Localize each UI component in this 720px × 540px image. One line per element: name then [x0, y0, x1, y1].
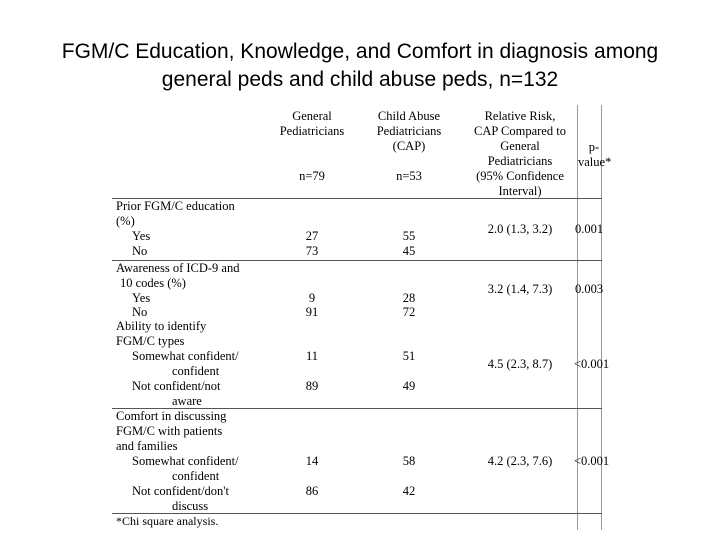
cell-general: 89: [305, 379, 319, 393]
cell-general: 14: [305, 454, 319, 468]
cell-relative-risk: 4.5 (2.3, 8.7): [487, 357, 553, 371]
cell-relative-risk: 3.2 (1.4, 7.3): [487, 282, 553, 296]
row-label: No: [132, 305, 148, 319]
footnote: *Chi square analysis.: [116, 514, 219, 528]
header-general: General Pediatricians: [279, 109, 345, 138]
section-label: Awareness of ICD-9 and 10 codes (%): [116, 261, 240, 290]
slide-title: [0, 38, 720, 94]
n-general: n=79: [299, 169, 325, 183]
section-label: Comfort in discussing FGM/C with patients and families: [116, 409, 227, 453]
cell-cap: 58: [402, 454, 416, 468]
cell-cap: 51: [402, 349, 416, 363]
header-relative-risk: Relative Risk, CAP Compared to General Pediatricians (95% Confidence Interval): [474, 109, 566, 198]
slide-title-line-1: FGM/C Education, Knowledge, and Comfort in diagnosis among: [61, 40, 659, 63]
row-label: Not confident/don't discuss: [132, 484, 230, 513]
cell-cap: 28: [402, 291, 416, 305]
cell-relative-risk: 4.2 (2.3, 7.6): [487, 454, 553, 468]
section-label: Prior FGM/C education (%): [116, 199, 235, 228]
cell-p-value: 0.003: [574, 282, 604, 296]
cell-cap: 42: [402, 484, 416, 498]
cell-general: 86: [305, 484, 319, 498]
row-label: Yes: [132, 291, 151, 305]
section-label: Ability to identify FGM/C types: [116, 319, 207, 348]
row-label: Not confident/not aware: [132, 379, 221, 408]
cell-cap: 72: [402, 305, 416, 319]
row-label: Yes: [132, 229, 151, 243]
cell-general: 27: [305, 229, 319, 243]
cell-cap: 55: [402, 229, 416, 243]
cell-general: 73: [305, 244, 319, 258]
row-label: Somewhat confident/ confident: [132, 349, 239, 378]
cell-general: 91: [305, 305, 319, 319]
header-cap: Child Abuse Pediatricians (CAP): [376, 109, 442, 153]
cell-relative-risk: 2.0 (1.3, 3.2): [487, 222, 553, 236]
cell-p-value: 0.001: [574, 222, 604, 236]
row-label: Somewhat confident/ confident: [132, 454, 239, 483]
cell-cap: 45: [402, 244, 416, 258]
cell-p-value: <0.001: [574, 357, 610, 371]
cell-cap: 49: [402, 379, 416, 393]
n-cap: n=53: [396, 169, 422, 183]
results-table: [112, 105, 612, 530]
cell-general: 11: [305, 349, 319, 363]
row-label: No: [132, 244, 148, 258]
slide-title-line-2: general peds and child abuse peds, n=132: [161, 68, 559, 91]
header-p-value: p- value*: [578, 140, 612, 169]
cell-general: 9: [308, 291, 316, 305]
cell-p-value: <0.001: [574, 454, 610, 468]
